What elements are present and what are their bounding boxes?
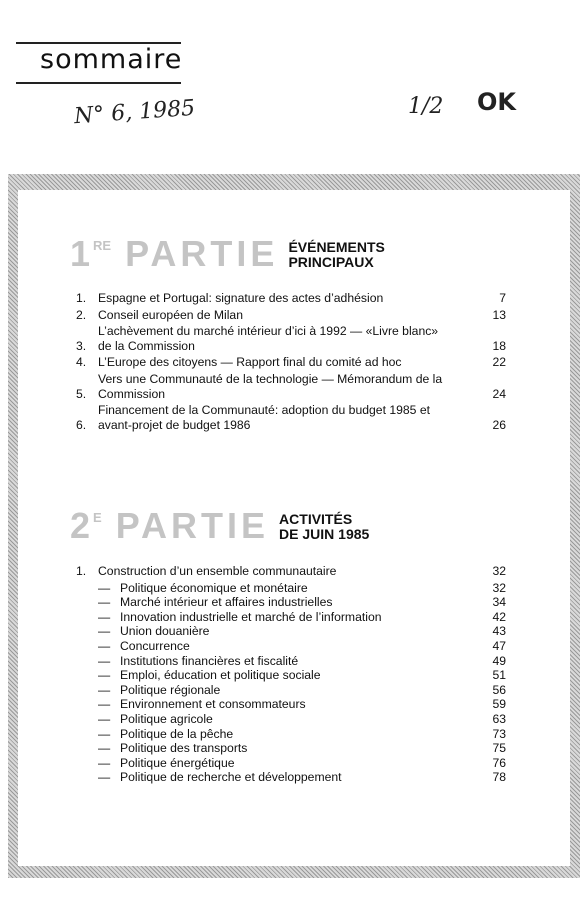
sublist-item (76, 697, 506, 712)
item-text: Construction d’un ensemble communautaire (98, 564, 337, 578)
item-number: 6. (76, 417, 87, 432)
subitem-text: Innovation industrielle et marché de l’information (120, 609, 382, 624)
sublist-item (76, 624, 506, 639)
dash: — (98, 711, 111, 726)
subitem-page: 51 (492, 668, 506, 683)
subitem-text: Politique agricole (120, 711, 213, 726)
dash: — (98, 638, 111, 653)
part2-title-line1: ACTIVITÉS (279, 511, 353, 527)
item-number: 3. (76, 338, 87, 353)
sublist (76, 581, 506, 785)
part2-superscript: E (93, 510, 102, 525)
item-text: L’Europe des citoyens — Rapport final du comité ad hoc (98, 355, 402, 370)
dash: — (98, 682, 111, 697)
part2-heading (70, 505, 370, 546)
sublist-item (76, 581, 506, 596)
part2-word: PARTIE (115, 505, 270, 546)
sublist-item (76, 712, 506, 727)
subitem-page: 76 (492, 755, 506, 770)
sublist-item (76, 654, 506, 669)
part1-list (76, 291, 506, 434)
page-title: sommaire (40, 44, 183, 75)
item-page: 13 (492, 307, 506, 322)
item-text: Espagne et Portugal: signature des actes d’adhésion (98, 291, 384, 305)
item-page: 18 (492, 338, 506, 353)
item-page: 26 (492, 417, 506, 432)
sublist-item (76, 741, 506, 756)
item-page: 22 (492, 355, 506, 370)
subitem-text: Emploi, éducation et politique sociale (120, 668, 321, 683)
subitem-text: Politique de recherche et développement (120, 770, 342, 785)
dash: — (98, 624, 111, 639)
item-text: Vers une Communauté de la technologie — Mémorandum de la Commission (98, 371, 443, 401)
sublist-item (76, 683, 506, 698)
subitem-page: 63 (492, 711, 506, 726)
list-item (76, 324, 506, 353)
item-page: 32 (492, 564, 506, 578)
dash: — (98, 741, 111, 756)
subitem-text: Politique des transports (120, 741, 248, 756)
part1-heading (70, 233, 385, 274)
part2-list (76, 564, 506, 785)
part1-title-line2: PRINCIPAUX (288, 254, 374, 270)
subitem-page: 73 (492, 726, 506, 741)
title-rule-bottom (16, 82, 181, 84)
part2-title (279, 512, 369, 544)
subitem-text: Politique régionale (120, 682, 221, 697)
dash: — (98, 697, 111, 712)
part2-title-line2: DE JUIN 1985 (279, 526, 370, 542)
handwritten-issue-note: N° 6, 1985 (73, 95, 196, 130)
item-text: Conseil européen de Milan (98, 307, 243, 322)
dash: — (98, 770, 111, 785)
subitem-text: Marché intérieur et affaires industrielles (120, 595, 333, 610)
subitem-text: Environnement et consommateurs (120, 697, 306, 712)
list-item (76, 291, 506, 306)
list-item (76, 308, 506, 323)
subitem-text: Politique énergétique (120, 755, 235, 770)
subitem-page: 32 (492, 580, 506, 595)
dash: — (98, 595, 111, 610)
subitem-page: 78 (492, 770, 506, 785)
subitem-page: 75 (492, 741, 506, 756)
item-number: 5. (76, 386, 87, 401)
handwritten-fraction-note: 1/2 (408, 94, 444, 119)
subitem-text: Politique économique et monétaire (120, 580, 308, 595)
sublist-item (76, 756, 506, 771)
item-number: 4. (76, 355, 87, 370)
part1-word: PARTIE (125, 233, 279, 274)
subitem-page: 43 (492, 624, 506, 639)
dash: — (98, 580, 111, 595)
subitem-page: 49 (492, 653, 506, 668)
list-item (76, 372, 506, 401)
list-item (76, 355, 506, 370)
subitem-page: 59 (492, 697, 506, 712)
list-item (76, 564, 506, 579)
dash: — (98, 609, 111, 624)
item-page: 24 (492, 386, 506, 401)
item-number: 1. (76, 291, 87, 305)
subitem-page: 56 (492, 682, 506, 697)
subitem-text: Politique de la pêche (120, 726, 234, 741)
part2-number: 2 (70, 505, 92, 546)
sublist-item (76, 668, 506, 683)
dash: — (98, 755, 111, 770)
handwritten-ok-note: OK (477, 88, 516, 116)
part1-title-line1: ÉVÉNEMENTS (288, 239, 385, 255)
item-number: 2. (76, 307, 87, 322)
subitem-page: 42 (492, 609, 506, 624)
subitem-page: 47 (492, 638, 506, 653)
item-number: 1. (76, 564, 87, 578)
sublist-item (76, 727, 506, 742)
part1-number: 1 (70, 233, 92, 274)
item-text: L’achèvement du marché intérieur d’ici à 1992 — «Livre blanc» de la Commission (98, 324, 439, 353)
sublist-item (76, 639, 506, 654)
subitem-page: 34 (492, 595, 506, 610)
dash: — (98, 653, 111, 668)
dash: — (98, 726, 111, 741)
subitem-text: Union douanière (120, 624, 210, 639)
sublist-item (76, 610, 506, 625)
dash: — (98, 668, 111, 683)
part1-title (288, 240, 384, 272)
sublist-item (76, 595, 506, 610)
sublist-item (76, 770, 506, 785)
subitem-text: Institutions financières et fiscalité (120, 653, 299, 668)
item-text: Financement de la Communauté: adoption du budget 1985 et avant-projet de budget 1986 (98, 403, 431, 432)
item-page: 7 (499, 291, 506, 305)
list-item (76, 403, 506, 432)
part1-superscript: RE (93, 238, 112, 253)
subitem-text: Concurrence (120, 638, 190, 653)
